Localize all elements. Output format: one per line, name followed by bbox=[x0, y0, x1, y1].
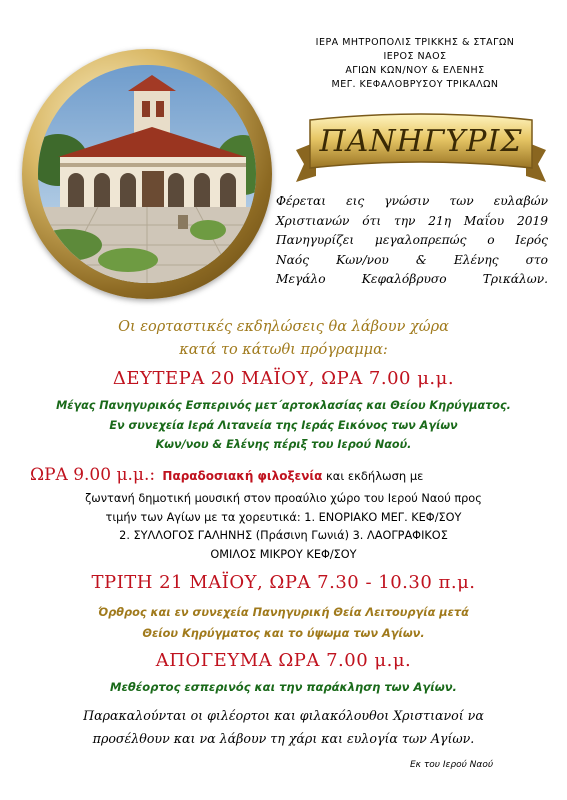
header-line-3: ΑΓΙΩΝ ΚΩΝ/ΝΟΥ & ΕΛΕΝΗΣ bbox=[345, 65, 485, 76]
evening-line: ζωντανή δημοτική μουσική στον προαύλιο χώρο του Ιερού Ναού προς bbox=[85, 492, 482, 505]
evening-line: τιμήν των Αγίων με τα χορευτικά: 1. ΕΝΟΡΙΑΚΟ ΜΕΓ. ΚΕΦ/ΣΟΥ bbox=[105, 510, 462, 524]
church-photo bbox=[38, 65, 256, 283]
closing-paragraph bbox=[0, 704, 567, 750]
evening-line: 2. ΣΥΛΛΟΓΟΣ ΓΑΛΗΝΗΣ (Πράσινη Γωνιά) 3. ΛΑΟΓΡΑΦΙΚΟΣ bbox=[119, 529, 448, 542]
diocese-header bbox=[290, 36, 540, 92]
afternoon-description: Μεθέορτος εσπερινός και την παράκληση των Αγίων. bbox=[110, 680, 457, 694]
header-line-1: ΙΕΡΑ ΜΗΤΡΟΠΟΛΙΣ ΤΡΙΚΚΗΣ & ΣΤΑΓΩΝ bbox=[315, 37, 515, 48]
evening-heading bbox=[30, 465, 550, 485]
schedule-intro-line: Οι εορταστικές εκδηλώσεις θα λάβουν χώρα bbox=[118, 319, 449, 335]
evening-rest: και εκδήλωση με bbox=[322, 469, 424, 483]
header-line-4: ΜΕΓ. ΚΕΦΑΛΟΒΡΥΣΟΥ ΤΡΙΚΑΛΩΝ bbox=[331, 79, 499, 90]
evening-line: ΟΜΙΛΟΣ ΜΙΚΡΟΥ ΚΕΦ/ΣΟΥ bbox=[210, 547, 357, 561]
evening-time: ΩΡΑ 9.00 μ.μ.: bbox=[30, 465, 156, 485]
signature: Εκ του Ιερού Ναού bbox=[410, 760, 494, 770]
day2-title: ΤΡΙΤΗ 21 ΜΑΪΟΥ, ΩΡΑ 7.30 - 10.30 π.μ. bbox=[91, 572, 476, 593]
closing-line: προσέλθουν και να λάβουν τη χάρι και ευλογία των Αγίων. bbox=[92, 731, 475, 746]
day2-line: Όρθρος και εν συνεχεία Πανηγυρική Θεία Λειτουργία μετά bbox=[98, 606, 469, 619]
intro-line: Ναός Κων/νου & Ελένης στο bbox=[276, 252, 548, 267]
intro-line: Χριστιανών ότι την 21η Μαΐου 2019 bbox=[276, 213, 548, 228]
intro-line: Μεγάλο Κεφαλόβρυσο Τρικάλων. bbox=[276, 272, 548, 286]
closing-line: Παρακαλούνται οι φιλέορτοι και φιλακόλουθοι Χριστιανοί να bbox=[83, 708, 484, 723]
church-illustration bbox=[38, 65, 256, 283]
evening-description bbox=[0, 490, 567, 564]
hospitality-label: Παραδοσιακή φιλοξενία bbox=[162, 469, 323, 483]
title-banner bbox=[296, 112, 546, 186]
day1-description bbox=[0, 396, 567, 455]
church-photo-frame bbox=[22, 49, 272, 299]
intro-line: Πανηγυρίζει μεγαλοπρεπώς ο Ιερός bbox=[276, 233, 548, 247]
schedule-intro-line: κατά το κάτωθι πρόγραμμα: bbox=[179, 342, 388, 358]
schedule-intro bbox=[0, 316, 567, 362]
day1-line: Εν συνεχεία Ιερά Λιτανεία της Ιεράς Εικόνος των Αγίων bbox=[109, 418, 458, 432]
day1-line: Μέγας Πανηγυρικός Εσπερινός μετ΄αρτοκλασίας και Θείου Κηρύγματος. bbox=[56, 399, 511, 412]
day2-description bbox=[0, 602, 567, 644]
header-line-2: ΙΕΡΟΣ ΝΑΟΣ bbox=[383, 51, 447, 62]
intro-line: Φέρεται εις γνώσιν των ευλαβών bbox=[276, 194, 548, 208]
day1-title: ΔΕΥΤΕΡΑ 20 ΜΑΪΟΥ, ΩΡΑ 7.00 μ.μ. bbox=[112, 368, 455, 389]
afternoon-title: ΑΠΟΓΕΥΜΑ ΩΡΑ 7.00 μ.μ. bbox=[155, 650, 412, 671]
day1-line: Κων/νου & Ελένης πέριξ του Ιερού Ναού. bbox=[155, 438, 412, 451]
banner-title: ΠΑΝΗΓΥΡΙΣ bbox=[319, 124, 523, 159]
intro-paragraph bbox=[276, 192, 548, 290]
day2-line: Θείου Κηρύγματος και το ύψωμα των Αγίων. bbox=[142, 627, 425, 640]
